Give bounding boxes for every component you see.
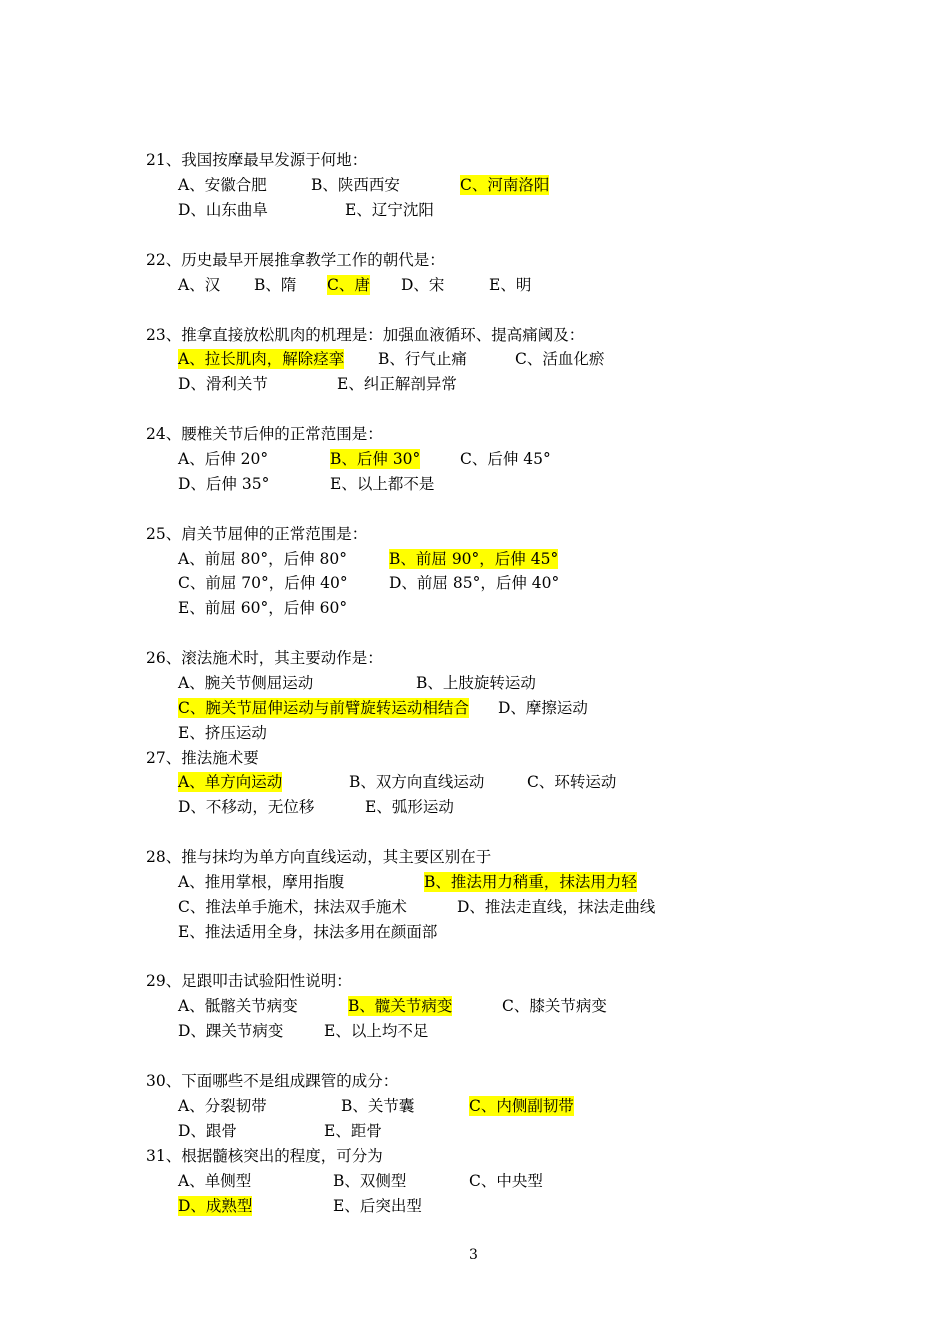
answer-option: D、摩擦运动 [498,699,588,717]
answer-option: E、前屈 60°，后伸 60° [178,599,348,617]
answer-option-highlighted: C、唐 [327,276,370,294]
answer-option-highlighted: D、成熟型 [178,1197,253,1215]
answer-option-highlighted: B、前屈 90°，后伸 45° [389,550,559,568]
answer-option: C、推法单手施术，抹法双手施术 [178,898,407,916]
answer-option: B、行气止痛 [378,350,467,368]
question-stem: 30、下面哪些不是组成踝管的成分： [146,1072,399,1090]
answer-option: C、前屈 70°，后伸 40° [178,574,348,592]
answer-option: E、距骨 [324,1122,382,1140]
question-stem: 27、推法施术要 [146,749,259,767]
question-stem: 28、推与抹均为单方向直线运动，其主要区别在于 [146,848,492,866]
answer-option: A、单侧型 [178,1172,252,1190]
answer-option-highlighted: C、河南洛阳 [460,176,550,194]
answer-option: E、以上均不足 [324,1022,429,1040]
answer-option: E、纠正解剖异常 [337,375,457,393]
answer-option: C、后伸 45° [460,450,551,468]
question-stem: 25、肩关节屈伸的正常范围是： [146,525,368,543]
answer-option: C、膝关节病变 [502,997,607,1015]
answer-option: B、陕西西安 [311,176,400,194]
question-stem: 21、我国按摩最早发源于何地： [146,151,368,169]
answer-option: C、活血化瘀 [515,350,605,368]
answer-option: A、分裂韧带 [178,1097,267,1115]
answer-option-highlighted: B、后伸 30° [330,450,421,468]
answer-option: D、不移动，无位移 [178,798,315,816]
answer-option-highlighted: A、单方向运动 [178,773,283,791]
answer-option: A、骶髂关节病变 [178,997,298,1015]
answer-option: E、后突出型 [333,1197,422,1215]
answer-option: B、隋 [254,276,297,294]
answer-option: A、腕关节侧屈运动 [178,674,314,692]
answer-option: B、关节囊 [341,1097,415,1115]
answer-option: D、山东曲阜 [178,201,268,219]
answer-option: E、明 [489,276,532,294]
answer-option-highlighted: A、拉长肌肉，解除痉挛 [178,350,345,368]
answer-option: D、跟骨 [178,1122,237,1140]
answer-option: E、以上都不是 [330,475,435,493]
question-stem: 31、根据髓核突出的程度，可分为 [146,1147,383,1165]
answer-option: E、弧形运动 [365,798,454,816]
question-stem: 22、历史最早开展推拿教学工作的朝代是： [146,251,445,269]
answer-option: B、上肢旋转运动 [416,674,536,692]
answer-option: D、推法走直线，抹法走曲线 [457,898,656,916]
answer-option: D、滑利关节 [178,375,268,393]
answer-option-highlighted: C、内侧副韧带 [469,1097,574,1115]
answer-option: C、环转运动 [527,773,617,791]
page-number: 3 [469,1247,478,1263]
answer-option: A、汉 [178,276,221,294]
answer-option-highlighted: C、腕关节屈伸运动与前臂旋转运动相结合 [178,699,469,717]
question-stem: 24、腰椎关节后伸的正常范围是： [146,425,383,443]
question-stem: 29、足跟叩击试验阳性说明： [146,972,352,990]
question-stem: 26、滚法施术时，其主要动作是： [146,649,383,667]
answer-option: C、中央型 [469,1172,543,1190]
answer-option-highlighted: B、髋关节病变 [348,997,453,1015]
answer-option: E、推法适用全身，抹法多用在颜面部 [178,923,438,941]
answer-option: A、前屈 80°，后伸 80° [178,550,347,568]
answer-option: D、踝关节病变 [178,1022,284,1040]
answer-option: A、推用掌根，摩用指腹 [178,873,345,891]
answer-option: E、辽宁沈阳 [345,201,434,219]
answer-option: A、安徽合肥 [178,176,267,194]
answer-option: D、后伸 35° [178,475,270,493]
answer-option: B、双侧型 [333,1172,407,1190]
answer-option-highlighted: B、推法用力稍重，抹法用力轻 [424,873,637,891]
answer-option: A、后伸 20° [178,450,269,468]
answer-option: B、双方向直线运动 [349,773,485,791]
question-stem: 23、推拿直接放松肌肉的机理是：加强血液循环、提高痛阈及： [146,326,585,344]
answer-option: D、宋 [401,276,445,294]
answer-option: D、前屈 85°，后伸 40° [389,574,560,592]
answer-option: E、挤压运动 [178,724,267,742]
